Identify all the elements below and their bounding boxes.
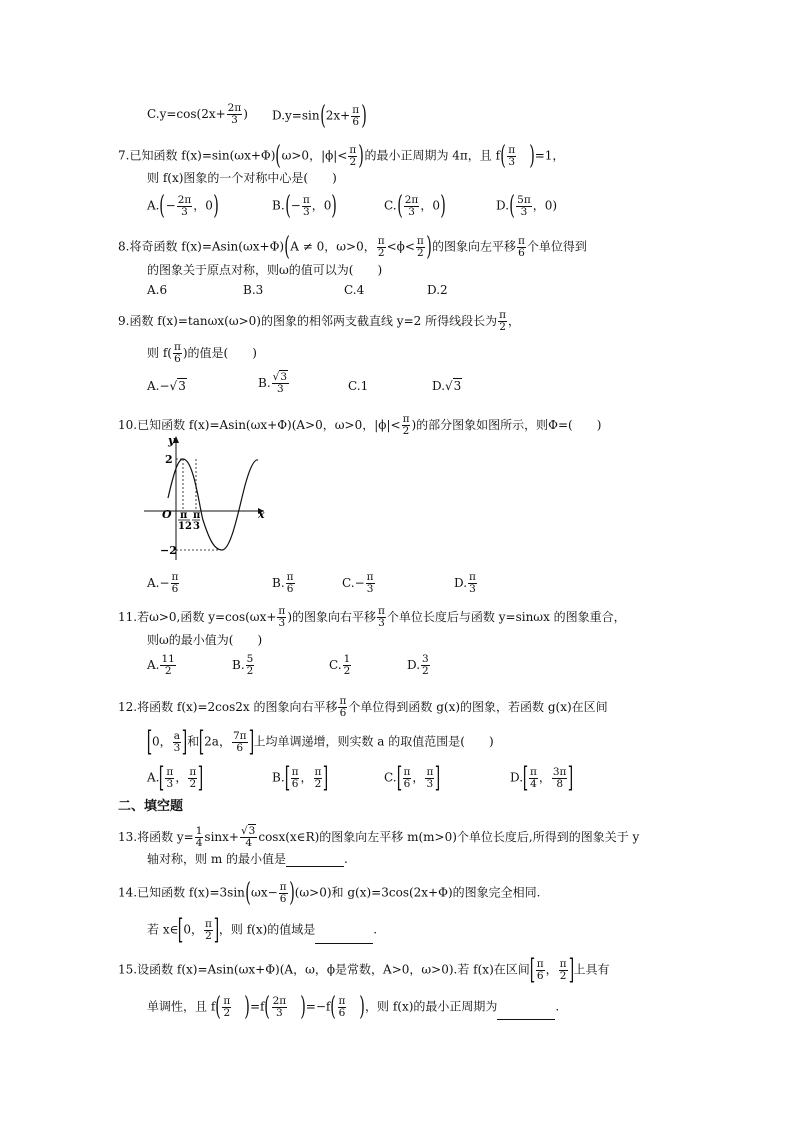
q9-stem-line1: 9.函数 f(x)=tanωx(ω>0)的图象的相邻两支截直线 y=2 所得线段长为 $\frac{\pi}{2}$ ， xyxy=(118,309,521,333)
q10-graph-tick2-den: 3 xyxy=(193,521,200,532)
q10-sine-graph xyxy=(140,432,270,562)
q12-option-a: A.[ $\frac{\pi}{3}$ ， $\frac{\pi}{2}$ ] xyxy=(147,761,204,794)
q12-option-d: D.[ $\frac{\pi}{4}$ ， $\frac{3\pi}{8}$ ] xyxy=(510,761,574,794)
q11-stem-line1: 11.若ω>0,函数 y=cos(ωx+ $\frac{\pi}{3}$ )的图象向右平移 $\frac{\pi}{3}$ 个单位长度后与函数 y=sinωx 的图象重合， xyxy=(118,605,626,629)
q13-stem-line2: 轴对称，则 m 的最小值是 . xyxy=(147,852,348,866)
q8-stem-line1: 8.将奇函数 f(x)=Asin(ωx+Φ)(A ≠ 0，ω>0， $\frac{\pi}{2}$ <ϕ< $\frac{\pi}{2}$ )的图象向左平移 $\frac{\pi}{6}$ 个单位得到 xyxy=(118,232,587,262)
q11-option-c: C. $\frac{1}{2}$ xyxy=(329,653,351,677)
q10-option-a: A.− $\frac{\pi}{6}$ xyxy=(147,571,179,595)
q10-option-d: D. $\frac{\pi}{3}$ xyxy=(454,571,476,595)
q9-option-c: C.1 xyxy=(348,379,369,393)
q13-stem-line1: 13.将函数 y= $\frac{1}{4}$ sinx+ $\frac{√3}{4}$ cosx(x∈R)的图象向左平移 m(m>0)个单位长度后,所得到的图象关于 y xyxy=(118,825,640,849)
q8-stem-line2: 的图象关于原点对称，则ω的值可以为( ) xyxy=(147,263,383,277)
q8-option-a: A.6 xyxy=(147,283,168,297)
q7-stem-line2: 则 f(x)图象的一个对称中心是( ) xyxy=(147,171,337,185)
q6-option-c: C.y=cos(2x+ $\frac{2\pi}{3}$ ) xyxy=(147,102,248,126)
q6-option-c-text: C.y=cos(2x+ xyxy=(147,107,226,121)
q10-graph-x-label: x xyxy=(258,508,265,521)
q6-option-d: D.y=sin(2x+ $\frac{\pi}{6}$ ) xyxy=(272,101,367,131)
q11-option-a: A. $\frac{11}{2}$ xyxy=(147,653,175,677)
q7-option-a: A.(− $\frac{2\pi}{3}$ ，0) xyxy=(147,191,219,221)
q10-graph-tick2-num: π xyxy=(193,510,201,521)
q15-answer-blank[interactable] xyxy=(497,1007,555,1020)
q7-stem-line1: 7.已知函数 f(x)=sin(ωx+Φ)(ω>0，|ϕ|< $\frac{\pi}{2}$ )的最小正周期为 4π，且 f( $\frac{\pi}{3}$ )=1， xyxy=(118,141,565,171)
q8-option-d: D.2 xyxy=(427,283,448,297)
q9-option-b: B. $\frac{√3}{3}$ xyxy=(258,371,288,395)
q11-option-d: D. $\frac{3}{2}$ xyxy=(407,653,429,677)
q7-option-c: C.( $\frac{2\pi}{3}$ ，0) xyxy=(384,191,446,221)
q9-option-a: A.−√3 xyxy=(147,379,186,393)
q10-graph-origin: O xyxy=(162,508,172,521)
q15-stem-line1: 15.设函数 f(x)=Asin(ωx+Φ)(A，ω，ϕ是常数，A>0，ω>0).若 f(x)在区间[ $\frac{\pi}{6}$ ， $\frac{\pi}{2}$ ]上具有 xyxy=(118,953,610,986)
q14-stem-line2: 若 x∈[0， $\frac{\pi}{2}$ ]，则 f(x)的值域是 . xyxy=(147,913,378,946)
q7-option-b: B.(− $\frac{\pi}{3}$ ，0) xyxy=(272,191,338,221)
section-fill-in-heading: 二、填空题 xyxy=(118,799,184,814)
q6-c-fraction: $\frac{2\pi}{3}$ xyxy=(227,102,242,126)
q10-option-c: C.− $\frac{\pi}{3}$ xyxy=(342,571,374,595)
q6-d-fraction: $\frac{\pi}{6}$ xyxy=(352,103,360,128)
q8-option-b: B.3 xyxy=(243,283,264,297)
q10-option-b: B. $\frac{\pi}{6}$ xyxy=(272,571,294,595)
q10-graph-tick1-den: 12 xyxy=(178,521,192,532)
q10-stem-line1: 10.已知函数 f(x)=Asin(ωx+Φ)(A>0，ω>0，|ϕ|< $\frac{\pi}{2}$ )的部分图象如图所示，则Φ=( ) xyxy=(118,413,602,437)
q12-option-c: C.[ $\frac{\pi}{6}$ ， $\frac{\pi}{3}$ ] xyxy=(384,761,441,794)
q8-option-c: C.4 xyxy=(344,283,365,297)
q14-stem-line1: 14.已知函数 f(x)=3sin(ωx− $\frac{\pi}{6}$ )(ω>0)和 g(x)=3cos(2x+Φ)的图象完全相同. xyxy=(118,878,541,908)
q12-stem-line1: 12.将函数 f(x)=2cos2x 的图象向右平移 $\frac{\pi}{6}$ 个单位得到函数 g(x)的图象，若函数 g(x)在区间 xyxy=(118,695,608,719)
q12-stem-line2: [0， $\frac{a}{3}$ ]和[2a， $\frac{7\pi}{6}$ ]上均单调递增，则实数 a 的取值范围是( ) xyxy=(146,725,494,758)
q10-graph-y-min: −2 xyxy=(160,544,177,557)
q9-option-d: D.√3 xyxy=(432,379,462,393)
q12-option-b: B.[ $\frac{\pi}{6}$ ， $\frac{\pi}{2}$ ] xyxy=(272,761,329,794)
q15-stem-line2: 单调性，且 f( $\frac{\pi}{2}$ )=f( $\frac{2\pi}{3}$ )=−f( $\frac{\pi}{6}$ )，则 f(x)的最小正周期为 . xyxy=(147,992,560,1022)
q10-graph-y-max: 2 xyxy=(165,453,173,466)
q10-graph-y-label: y xyxy=(168,434,175,447)
q14-answer-blank[interactable] xyxy=(315,931,373,944)
q11-option-b: B. $\frac{5}{2}$ xyxy=(232,653,254,677)
q10-graph-tick1-num: π xyxy=(180,510,188,521)
q13-answer-blank[interactable] xyxy=(286,854,344,867)
q7-option-d: D.( $\frac{5\pi}{3}$ ，0) xyxy=(496,191,558,221)
q9-stem-line2: 则 f( $\frac{\pi}{6}$ )的值是( ) xyxy=(147,341,257,365)
q11-stem-line2: 则ω的最小值为( ) xyxy=(147,633,263,647)
